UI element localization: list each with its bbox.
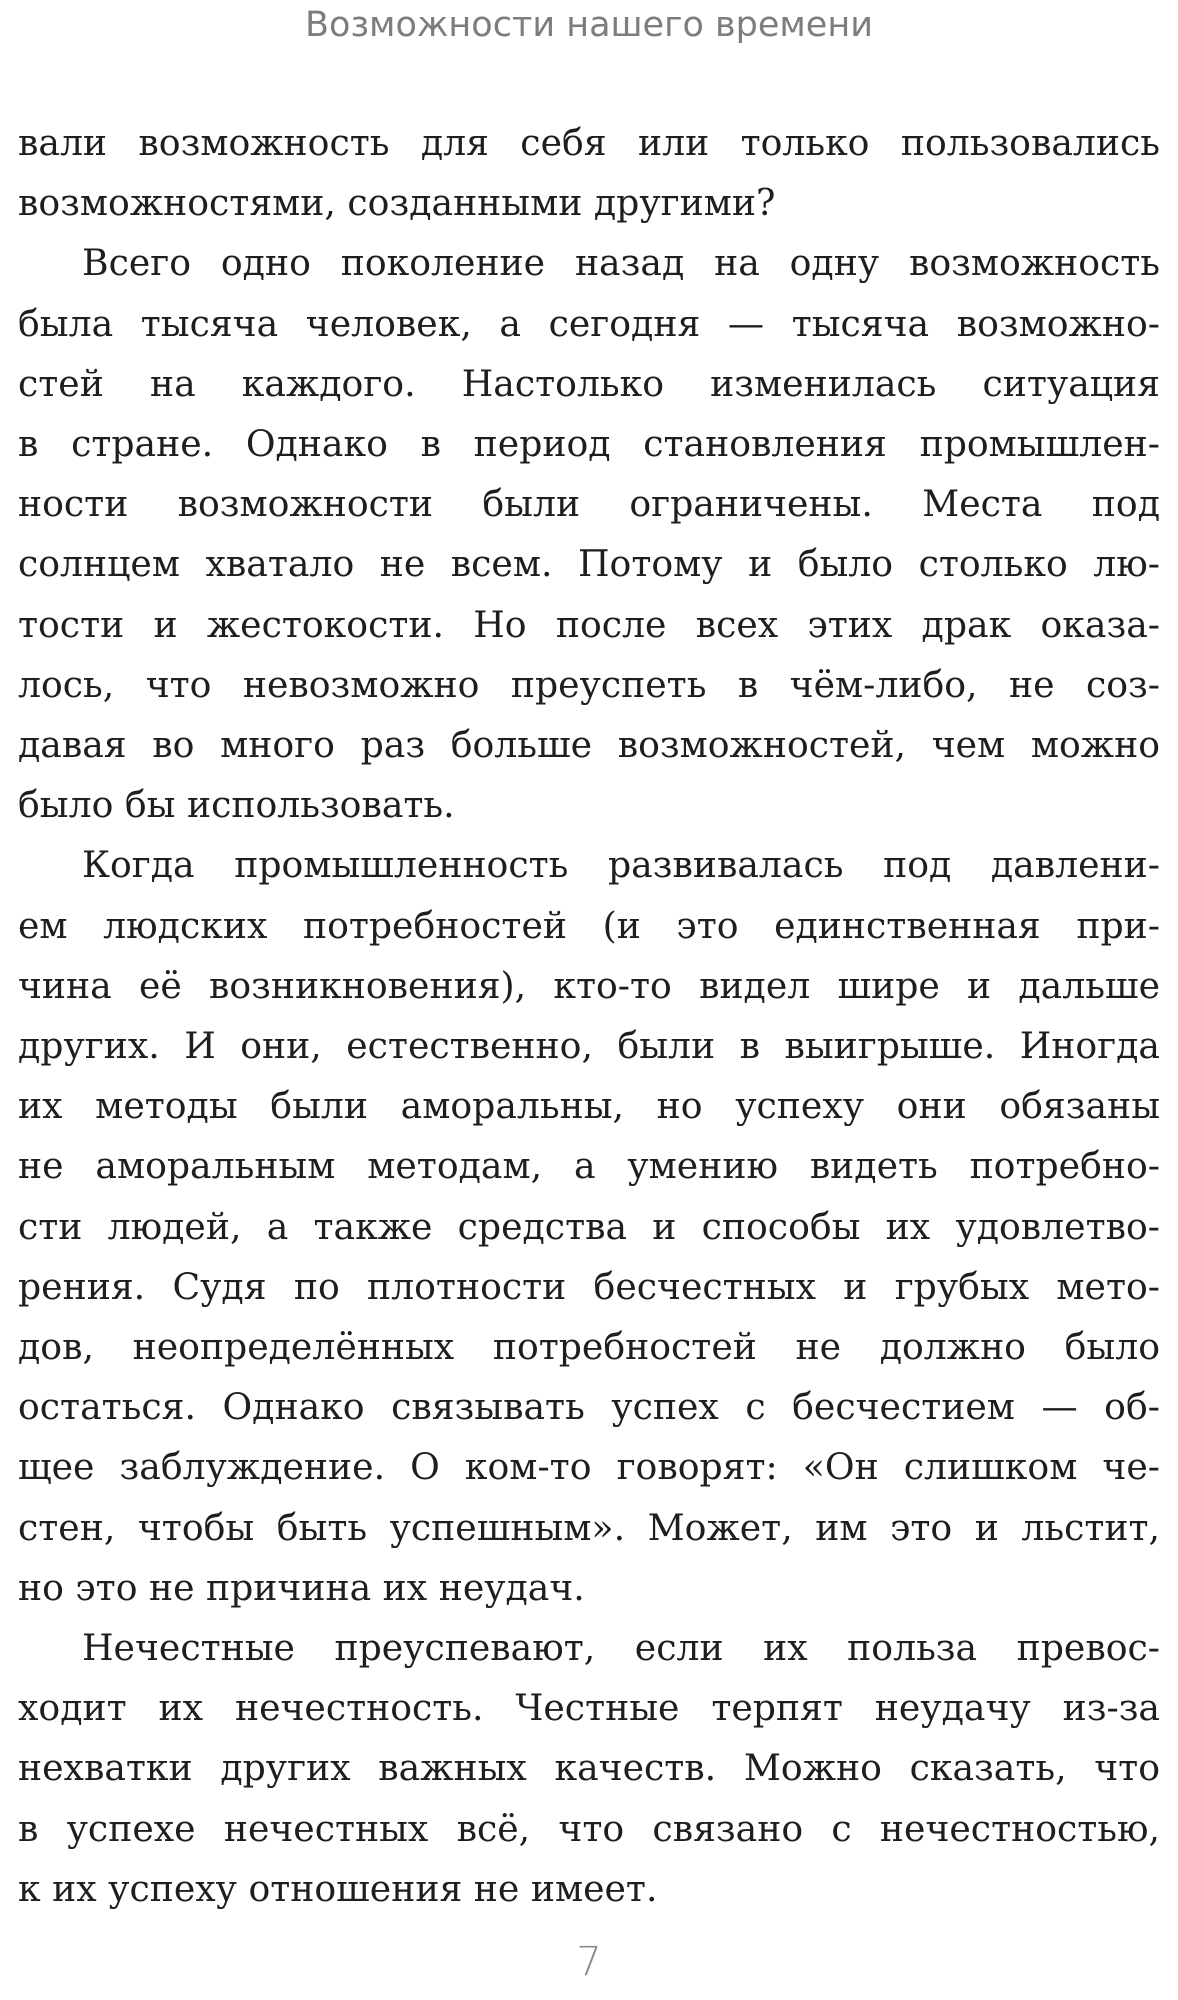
text-line: ем людских потребностей (и это единственная при- xyxy=(18,903,1160,947)
text-line: к их успеху отношения не имеет. xyxy=(18,1866,658,1910)
text-line: нехватки других важных качеств. Можно сказать, что xyxy=(18,1746,1160,1790)
text-line: давая во много раз больше возможностей, чем можно xyxy=(18,723,1160,767)
page-number: 7 xyxy=(576,1939,602,1985)
text-line: стен, чтобы быть успешным». Может, им это и льстит, xyxy=(18,1505,1160,1549)
text-line: их методы были аморальны, но успеху они обязаны xyxy=(18,1084,1160,1128)
paragraph-4 xyxy=(18,1618,1160,1919)
text-line: в стране. Однако в период становления промышлен- xyxy=(18,422,1160,466)
text-line: щее заблуждение. О ком-то говорят: «Он слишком че- xyxy=(18,1445,1160,1489)
text-line: стей на каждого. Настолько изменилась ситуация xyxy=(18,361,1160,405)
text-line: других. И они, естественно, были в выигрыше. Иногда xyxy=(18,1024,1160,1068)
text-line: чина её возникновения), кто-то видел шире и дальше xyxy=(18,963,1160,1007)
text-line: сти людей, а также средства и способы их удовлетво- xyxy=(18,1204,1160,1248)
body-text xyxy=(18,113,1160,1919)
text-line: остаться. Однако связывать успех с бесчестием — об- xyxy=(18,1385,1160,1429)
text-line: было бы использовать. xyxy=(18,783,455,827)
text-line: не аморальным методам, а умению видеть потребно- xyxy=(18,1144,1160,1188)
paragraph-2 xyxy=(18,233,1160,835)
paragraph-1 xyxy=(18,113,1160,233)
paragraph-3 xyxy=(18,835,1160,1618)
text-line: Всего одно поколение назад на одну возможность xyxy=(82,241,1160,285)
text-line: дов, неопределённых потребностей не должно было xyxy=(18,1325,1160,1369)
text-line: возможностями, созданными другими? xyxy=(18,181,776,225)
text-line: была тысяча человек, а сегодня — тысяча возможно- xyxy=(18,301,1160,345)
text-line: лось, что невозможно преуспеть в чём-либо, не соз- xyxy=(18,662,1160,706)
text-line: солнцем хватало не всем. Потому и было столько лю- xyxy=(18,542,1160,586)
text-line: Нечестные преуспевают, если их польза превос- xyxy=(82,1626,1160,1670)
text-line: ходит их нечестность. Честные терпят неудачу из-за xyxy=(18,1686,1160,1730)
running-header: Возможности нашего времени xyxy=(305,5,873,45)
text-line: в успехе нечестных всё, что связано с нечестностью, xyxy=(18,1806,1160,1850)
text-line: вали возможность для себя или только пользовались xyxy=(18,121,1160,164)
text-line: но это не причина их неудач. xyxy=(18,1565,585,1609)
text-line: Когда промышленность развивалась под давлени- xyxy=(82,843,1160,887)
text-line: рения. Судя по плотности бесчестных и грубых мето- xyxy=(18,1264,1160,1308)
text-line: тости и жестокости. Но после всех этих драк оказа- xyxy=(18,602,1160,646)
text-line: ности возможности были ограничены. Места под xyxy=(18,482,1160,526)
